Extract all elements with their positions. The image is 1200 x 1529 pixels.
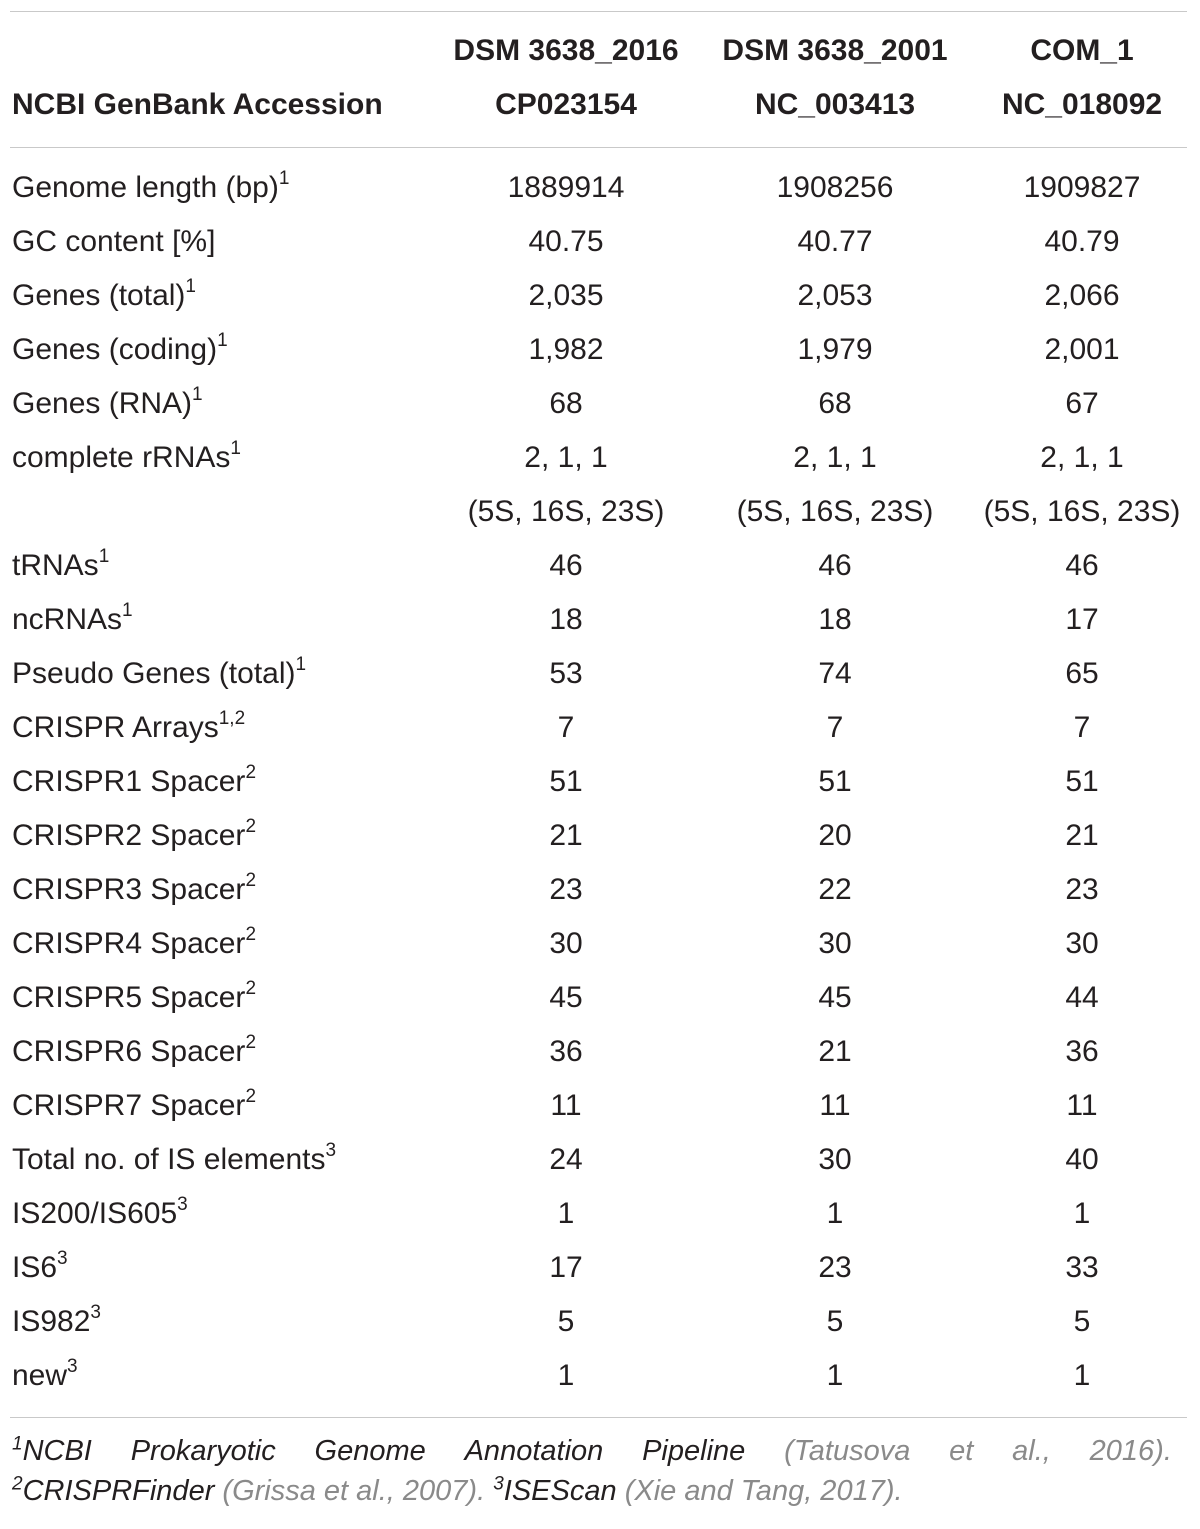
- footnote-1-citation-link[interactable]: 2016).: [1089, 1435, 1172, 1467]
- table-cell: 5: [1073, 1305, 1091, 1338]
- footnote-line-2: [12, 1471, 1172, 1511]
- table-row: [0, 1025, 1200, 1079]
- table-cell: 2,001: [1044, 333, 1120, 366]
- table-cell: 40.75: [528, 225, 604, 258]
- table-cell: 7: [826, 711, 844, 744]
- table-cell: 46: [818, 549, 852, 582]
- table-cell: 1,982: [528, 333, 604, 366]
- table-cell: 30: [1065, 927, 1099, 960]
- table-row: [0, 755, 1200, 809]
- row-label: [12, 647, 306, 701]
- row-label-text: CRISPR Arrays: [12, 711, 219, 744]
- table-cell: 40: [1065, 1143, 1099, 1176]
- row-label-text: CRISPR2 Spacer: [12, 819, 246, 852]
- footnote-2-marker: 2: [12, 1473, 23, 1495]
- row-label: [12, 593, 133, 647]
- table-cell: 30: [549, 927, 583, 960]
- row-label-text: IS200/IS605: [12, 1197, 178, 1230]
- row-label-text: Genes (coding): [12, 333, 218, 366]
- table-cell: 33: [1065, 1251, 1099, 1284]
- row-label-text: tRNAs: [12, 549, 99, 582]
- row-label-text: IS982: [12, 1305, 91, 1338]
- row-label-text: new: [12, 1359, 68, 1392]
- column-header-strain-2: DSM 3638_2001: [722, 34, 948, 67]
- row-label-text: Genes (RNA): [12, 387, 193, 420]
- header-divider-rule: [10, 147, 1187, 148]
- table-cell: 46: [549, 549, 583, 582]
- table-row: [0, 269, 1200, 323]
- table-cell: 5: [826, 1305, 844, 1338]
- row-label: [12, 971, 256, 1025]
- footnote-1-citation-link[interactable]: et: [949, 1435, 974, 1467]
- table-row: [0, 971, 1200, 1025]
- footnote-ref: 2: [245, 816, 257, 837]
- row-label: [12, 1187, 188, 1241]
- table-cell: 23: [1065, 873, 1099, 906]
- footnote-ref: 3: [90, 1302, 101, 1323]
- footnote-1-marker-and-text: $^1$NCBI: [12, 1433, 92, 1467]
- table-cell: 51: [818, 765, 852, 798]
- table-cell: 7: [1073, 711, 1091, 744]
- table-cell: 2,066: [1044, 279, 1120, 312]
- row-label: [12, 269, 196, 323]
- table-cell: 21: [549, 819, 583, 852]
- table-cell: 1: [1073, 1359, 1091, 1392]
- table-cell: 11: [819, 1089, 851, 1122]
- table-cell: 2,053: [797, 279, 873, 312]
- footnote-1-word: Annotation: [464, 1435, 604, 1467]
- table-row: [0, 215, 1200, 269]
- table-cell: 65: [1065, 657, 1099, 690]
- table-cell: 1908256: [776, 171, 894, 204]
- row-label-text: CRISPR3 Spacer: [12, 873, 246, 906]
- footnote-ref: 1: [217, 330, 228, 351]
- table-row: [0, 485, 1200, 539]
- row-label-text: Genome length (bp): [12, 171, 279, 204]
- table-cell: 51: [549, 765, 583, 798]
- table-cell: 20: [818, 819, 852, 852]
- table-row: [0, 539, 1200, 593]
- table-cell: 2, 1, 1: [1040, 441, 1124, 474]
- column-header-accession-2: NC_003413: [754, 88, 916, 121]
- table-cell: 74: [818, 657, 852, 690]
- footnote-ref: 2: [245, 1032, 257, 1053]
- table-cell: 53: [549, 657, 583, 690]
- table-cell: 22: [818, 873, 852, 906]
- table-cell: 23: [549, 873, 583, 906]
- table-row: [0, 1079, 1200, 1133]
- row-label: [12, 323, 228, 377]
- row-label: [12, 215, 215, 269]
- table-row: [0, 863, 1200, 917]
- footnote-ref: 3: [57, 1248, 68, 1269]
- footnote-ref: 2: [245, 1086, 257, 1107]
- footnote-ref: 1: [192, 384, 203, 405]
- table-cell: 11: [550, 1089, 582, 1122]
- footnote-ref: 1: [98, 546, 110, 567]
- footnote-3-citation-link[interactable]: (Xie and Tang, 2017).: [624, 1475, 903, 1507]
- footnote-ref: 1: [230, 438, 241, 459]
- table-top-rule: [10, 11, 1187, 12]
- row-label-text: Total no. of IS elements: [12, 1143, 326, 1176]
- table-cell: 1: [1073, 1197, 1091, 1230]
- table-cell: 46: [1065, 549, 1099, 582]
- row-label: [12, 863, 256, 917]
- row-label: [12, 755, 256, 809]
- table-cell: 23: [818, 1251, 852, 1284]
- table-cell: 1,979: [797, 333, 873, 366]
- row-label: [12, 917, 256, 971]
- footnote-1-word: Pipeline: [642, 1435, 746, 1467]
- row-label-text: CRISPR1 Spacer: [12, 765, 246, 798]
- table-cell: 24: [549, 1143, 583, 1176]
- row-label: [12, 809, 256, 863]
- table-cell: 7: [557, 711, 575, 744]
- table-cell: 2, 1, 1: [793, 441, 877, 474]
- footnote-1-word: Prokaryotic: [130, 1435, 276, 1467]
- table-row: [0, 431, 1200, 485]
- row-label: [12, 539, 109, 593]
- row-label-text: CRISPR5 Spacer: [12, 981, 246, 1014]
- column-header-accession-3: NC_018092: [1001, 88, 1163, 121]
- footnote-ref: 1: [278, 168, 290, 189]
- table-cell: 1: [826, 1359, 844, 1392]
- table-cell: 17: [549, 1251, 583, 1284]
- table-cell: 36: [549, 1035, 583, 1068]
- row-label: [12, 377, 203, 431]
- row-label-text: Genes (total): [12, 279, 186, 312]
- row-label: [12, 1295, 101, 1349]
- table-cell: 45: [549, 981, 583, 1014]
- row-label: [12, 161, 289, 215]
- table-cell: 18: [549, 603, 583, 636]
- table-cell: 40.79: [1044, 225, 1120, 258]
- footnote-2-text: CRISPRFinder: [22, 1475, 215, 1507]
- footnote-ref: 1: [185, 276, 196, 297]
- column-header-strain-1: DSM 3638_2016: [453, 34, 679, 67]
- table-row: [0, 647, 1200, 701]
- footnote-ref: 2: [245, 870, 257, 891]
- row-label-text: complete rRNAs: [12, 441, 231, 474]
- row-label-text: CRISPR6 Spacer: [12, 1035, 246, 1068]
- footnote-ref: 2: [245, 924, 257, 945]
- row-label-text: CRISPR7 Spacer: [12, 1089, 246, 1122]
- row-label-text: Pseudo Genes (total): [12, 657, 296, 690]
- table-cell: 68: [818, 387, 852, 420]
- footnote-ref: 3: [67, 1356, 78, 1377]
- table-row: [0, 1349, 1200, 1403]
- footnote-line-1: [12, 1431, 1172, 1471]
- table-cell: 21: [818, 1035, 852, 1068]
- table-cell: 45: [818, 981, 852, 1014]
- row-label: [12, 1025, 256, 1079]
- table-row: [0, 593, 1200, 647]
- table-row: [0, 1133, 1200, 1187]
- footnote-3-marker: 3: [493, 1473, 504, 1495]
- row-label: [12, 701, 245, 755]
- table-cell: 1909827: [1023, 171, 1141, 204]
- table-cell: 30: [818, 1143, 852, 1176]
- table-row: [0, 917, 1200, 971]
- table-cell: 11: [1066, 1089, 1098, 1122]
- footnote-1-citation-link[interactable]: al.,: [1012, 1435, 1051, 1467]
- row-label: [12, 1079, 256, 1133]
- footnote-ref: 3: [177, 1194, 188, 1215]
- table-row: [0, 323, 1200, 377]
- column-header-strain-3: COM_1: [1030, 34, 1134, 67]
- row-label: [12, 1133, 336, 1187]
- footnote-ref: 3: [325, 1140, 337, 1161]
- table-row: [0, 377, 1200, 431]
- table-cell: 1: [557, 1197, 575, 1230]
- table-cell: 1: [826, 1197, 844, 1230]
- table-cell: (5S, 16S, 23S): [736, 495, 934, 528]
- row-label: [12, 1241, 68, 1295]
- table-cell: 67: [1065, 387, 1099, 420]
- table-cell: 2, 1, 1: [524, 441, 608, 474]
- column-header-accession-1: CP023154: [495, 88, 637, 121]
- footnote-ref: 1: [295, 654, 307, 675]
- footnote-ref: 2: [245, 762, 257, 783]
- table-row: [0, 1187, 1200, 1241]
- row-label-text: IS6: [12, 1251, 58, 1284]
- table-cell: 44: [1065, 981, 1099, 1014]
- table-cell: 21: [1065, 819, 1099, 852]
- table-cell: 30: [818, 927, 852, 960]
- row-label-text: GC content [%]: [12, 225, 216, 258]
- table-cell: 5: [557, 1305, 575, 1338]
- table-cell: 68: [549, 387, 583, 420]
- table-cell: 1889914: [507, 171, 625, 204]
- table-cell: 2,035: [528, 279, 604, 312]
- table-cell: 36: [1065, 1035, 1099, 1068]
- table-row: [0, 1241, 1200, 1295]
- row-label-text: ncRNAs: [12, 603, 123, 636]
- row-header-label: NCBI GenBank Accession: [12, 88, 383, 121]
- footnote-2-citation-link[interactable]: (Grissa et al., 2007).: [222, 1475, 486, 1507]
- row-label-text: CRISPR4 Spacer: [12, 927, 246, 960]
- table-cell: (5S, 16S, 23S): [983, 495, 1181, 528]
- table-cell: (5S, 16S, 23S): [467, 495, 665, 528]
- table-cell: 18: [818, 603, 852, 636]
- footnote-3-text: ISEScan: [503, 1475, 617, 1507]
- table-row: [0, 809, 1200, 863]
- footnote-1-word: Genome: [314, 1435, 426, 1467]
- table-row: [0, 1295, 1200, 1349]
- table-footnotes: [12, 1431, 1172, 1511]
- table-row: [0, 161, 1200, 215]
- table-cell: 40.77: [797, 225, 873, 258]
- table-row: [0, 701, 1200, 755]
- footnote-1-citation-link[interactable]: (Tatusova: [784, 1435, 911, 1467]
- footnote-ref: 2: [245, 978, 257, 999]
- footnote-ref: 1: [122, 600, 133, 621]
- row-label: [12, 1349, 78, 1403]
- row-label: [12, 431, 241, 485]
- footnote-ref: 1,2: [218, 708, 246, 729]
- table-cell: 1: [557, 1359, 575, 1392]
- table-cell: 17: [1065, 603, 1099, 636]
- table-cell: 51: [1065, 765, 1099, 798]
- table-bottom-rule: [10, 1417, 1187, 1418]
